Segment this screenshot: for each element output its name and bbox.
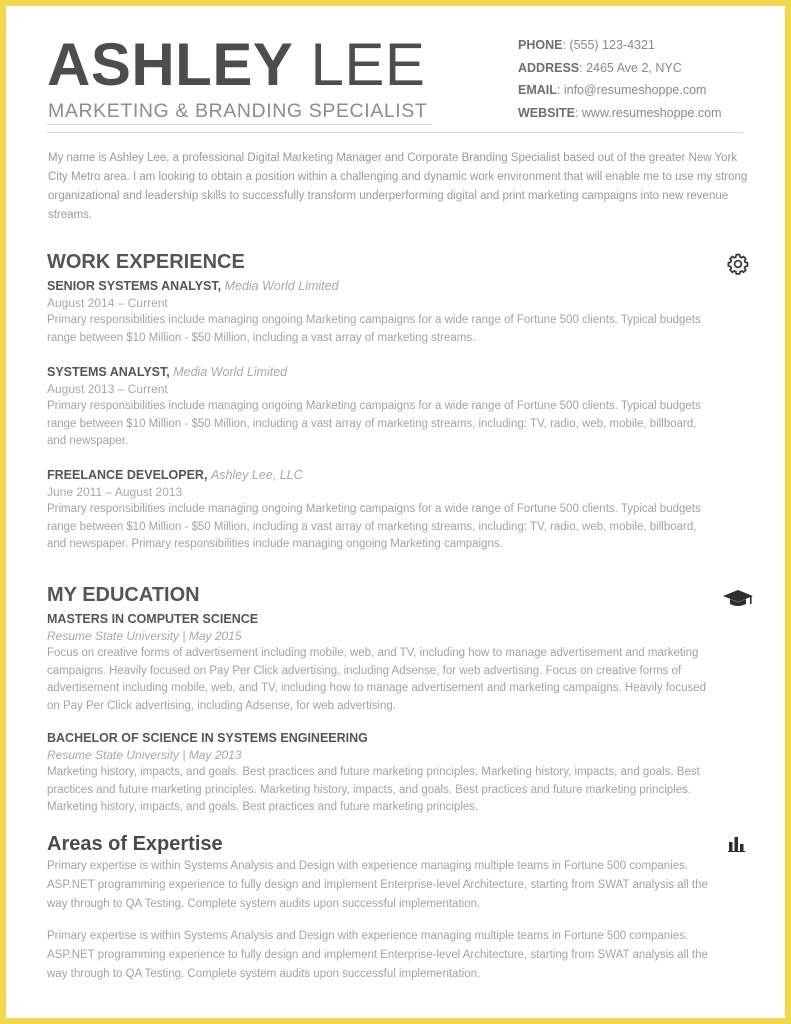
job-role: FREELANCE DEVELOPER, — [47, 468, 208, 482]
header-divider — [47, 132, 743, 133]
contact-value: (555) 123-4321 — [569, 38, 655, 52]
job-dates: June 2011 – August 2013 — [47, 485, 183, 499]
contact-label: EMAIL — [518, 83, 557, 97]
contact-address: ADDRESS: 2465 Ave 2, NYC — [518, 60, 682, 75]
subtitle-divider — [47, 124, 432, 125]
job-description: Primary responsibilities include managing ongoing Marketing campaigns for a wide range of Fortune 500 clients. Typical budgets range between $10 Million - $50 Million, including a vast array of marketing streams, including: TV, radio, web, mobile, billboard, and newspaper. — [47, 400, 701, 447]
contact-email: EMAIL: info@resumeshoppe.com — [518, 83, 707, 97]
expertise-section — [47, 833, 223, 856]
bar-chart-icon — [728, 836, 746, 857]
job-entry — [47, 466, 707, 554]
job-description: Primary responsibilities include managing ongoing Marketing campaigns for a wide range of Fortune 500 clients. Typical budgets range between $10 Million - $50 Million, including a vast array of marketing streams, including: TV, radio, web, mobile, billboard, and newspaper. Primary responsibilities include managing ongoing Marketing campaigns. — [47, 503, 701, 550]
degree-school: Resume State University | May 2013 — [47, 748, 242, 762]
gear-icon — [726, 252, 750, 281]
contact-label: WEBSITE — [518, 105, 575, 120]
work-experience-section — [47, 251, 245, 274]
job-company: Ashley Lee, LLC — [210, 468, 303, 482]
job-title — [47, 466, 707, 484]
job-company: Media World Limited — [224, 279, 339, 293]
job-company: Media World Limited — [173, 365, 288, 379]
degree-school: Resume State University | May 2015 — [47, 629, 242, 643]
degree-description: Focus on creative forms of advertisement including mobile, web, and TV, including how to manage advertisement and marketing campaigns. Heavily focused on Pay Per Click advertising, including Adsense, for web advertising. Focus on creative forms of advertisement including mobile, web, and TV, including how to manage advertisement and marketing campaigns. Heavily focused on Pay Per Click advertising, including Adsense, for web advertising. — [47, 647, 707, 712]
contact-value: 2465 Ave 2, NYC — [586, 60, 682, 75]
section-heading: WORK EXPERIENCE — [47, 251, 245, 273]
expertise-entry — [47, 857, 731, 914]
job-entry — [47, 363, 707, 451]
contact-website: WEBSITE: www.resumeshoppe.com — [518, 105, 722, 120]
expertise-paragraph: Primary expertise is within Systems Analysis and Design with experience managing multiple teams in Fortune 500 companies. ASP.NET programming experience to fully design and implement Enterprise-level Architecture, starting from SWAT analysis all the way through to QA Testing. Complete system audits upon successful implementation. — [47, 930, 708, 980]
job-title — [47, 277, 707, 295]
job-role: SENIOR SYSTEMS ANALYST, — [47, 279, 222, 293]
contact-value[interactable]: info@resumeshoppe.com — [563, 83, 707, 97]
resume-name — [47, 32, 425, 98]
intro-paragraph: My name is Ashley Lee, a professional Digital Marketing Manager and Corporate Branding Specialist based out of the greater New York City Metro area. I am looking to obtain a position within a challenging and dynamic work environment that will enable me to use my strong organizational and leadership skills to successfully transform underperforming digital and print marketing campaigns into new revenue streams. — [48, 152, 748, 221]
contact-phone: PHONE: (555) 123-4321 — [518, 38, 655, 52]
section-heading: Areas of Expertise — [47, 833, 223, 855]
first-name: ASHLEY — [47, 31, 294, 98]
expertise-entry — [47, 927, 731, 984]
education-section — [47, 584, 200, 607]
degree-title: MASTERS IN COMPUTER SCIENCE — [47, 612, 259, 626]
section-heading: MY EDUCATION — [47, 584, 200, 606]
job-role: SYSTEMS ANALYST, — [47, 365, 170, 379]
last-name: LEE — [310, 31, 426, 98]
job-entry — [47, 277, 707, 347]
job-title — [47, 363, 707, 381]
education-entry — [47, 610, 707, 715]
job-title-subtitle: MARKETING & BRANDING SPECIALIST — [48, 100, 428, 122]
expertise-paragraph: Primary expertise is within Systems Analysis and Design with experience managing multiple teams in Fortune 500 companies. ASP.NET programming experience to fully design and implement Enterprise-level Architecture, starting from SWAT analysis all the way through to QA Testing. Complete system audits upon successful implementation. — [47, 860, 708, 910]
contact-label: ADDRESS — [518, 60, 580, 75]
contact-value[interactable]: www.resumeshoppe.com — [581, 105, 722, 120]
degree-description: Marketing history, impacts, and goals. Best practices and future marketing principles. Marketing history, impacts, and goals. Best practices and future marketing principles. Marketing history, impacts, and goals. Best practices and future marketing principles. Marketing history, impacts, and goals. Best practices and future marketing principles. — [47, 766, 700, 813]
degree-title: BACHELOR OF SCIENCE IN SYSTEMS ENGINEERING — [47, 731, 368, 745]
graduation-cap-icon — [722, 588, 754, 613]
contact-label: PHONE — [518, 38, 563, 52]
education-entry — [47, 729, 707, 817]
contact-block — [518, 34, 722, 124]
job-description: Primary responsibilities include managing ongoing Marketing campaigns for a wide range of Fortune 500 clients. Typical budgets range between $10 Million - $50 Million, including a vast array of marketing streams. — [47, 314, 701, 344]
job-dates: August 2013 – Current — [47, 382, 168, 396]
job-dates: August 2014 – Current — [47, 296, 168, 310]
